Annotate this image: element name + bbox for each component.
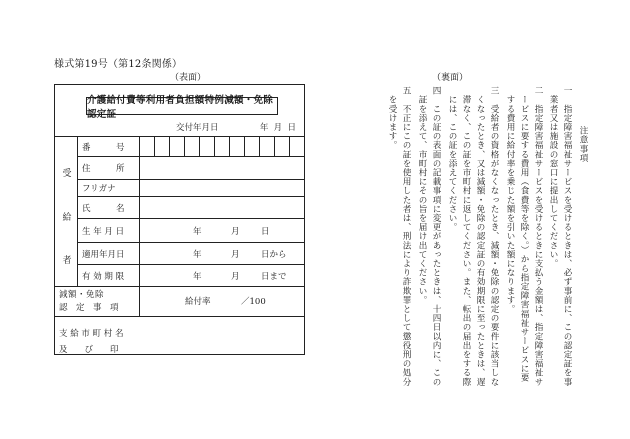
front-certificate [54, 84, 305, 355]
expiry-label: 有 効 期 限 [82, 272, 125, 282]
note-4-line-1: 四 この証の表面の記載事項に変更があったときは、十四日以内に、この [431, 86, 441, 387]
name-label: 氏 名 [82, 204, 125, 214]
benefit-rate-value: ／100 [241, 297, 266, 307]
expiry-year: 年 [193, 272, 202, 282]
note-1-line-2: 業者又は施設の窓口に提出してください。 [548, 95, 558, 269]
municipality-label-line2: 及 び 印 [59, 345, 119, 355]
issue-date [176, 121, 296, 133]
form-number: 様式第19号（第12条関係） [54, 59, 183, 70]
expiry-month: 月 [231, 272, 240, 282]
issue-date-day: 日 [287, 123, 296, 133]
note-5-line-1: 五 不正にこの証を使用した者は、刑法により詐欺罪として懲役刑の処分 [401, 86, 411, 387]
note-4-line-2: 証を添えて、市町村にその旨を届け出てください。 [417, 95, 427, 305]
birthdate-year: 年 [193, 227, 202, 237]
note-2-line-1: 二 指定障害福祉サービスを受けるときに支払う金額は、指定障害福祉サ [533, 86, 543, 387]
notes-heading: 注意事項 [578, 126, 588, 163]
benefit-rate-label: 給付率 [185, 297, 211, 307]
note-5-line-2: を受けます。 [387, 95, 397, 150]
birthdate-label: 生 年 月 日 [82, 227, 125, 237]
applicable-year: 年 [193, 250, 202, 260]
note-2-line-3: する費用に給付率を乗じた額を引いた額になります。 [505, 95, 515, 314]
applicable-day: 日から [261, 250, 287, 260]
note-1-line-1: 一 指定障害福祉サービスを受けるときは、必ず事前に、この認定証を事 [562, 86, 572, 387]
note-3-line-1: 三 受給者の資格がなくなったとき、減額・免除の認定の要件に該当しな [489, 86, 499, 387]
recipient-group-label: 受 給 者 [62, 169, 72, 266]
back-side-label: （裏面） [432, 73, 469, 83]
applicable-date-label: 適用年月日 [82, 250, 125, 260]
expiry-day: 日まで [261, 272, 287, 282]
birthdate-month: 月 [231, 227, 240, 237]
furigana-label: フリガナ [82, 184, 116, 194]
front-side-label: （表面） [170, 73, 207, 83]
back-notes [327, 86, 588, 387]
issue-date-label: 交付年月日 [176, 123, 219, 133]
issue-date-year: 年 [259, 123, 269, 133]
note-3-line-3: 滞なく、この証を市町村に返してください。また、転出の届出をする際 [461, 95, 471, 387]
applicable-month: 月 [231, 250, 240, 260]
municipality-label-line1: 支 給 市 町 村 名 [59, 329, 124, 339]
number-label: 番 号 [82, 143, 125, 153]
note-2-line-2: ービスに要する費用（食費等を除く。）から指定障害福祉サービスに要 [519, 95, 529, 383]
reduction-label-line2: 認 定 事 項 [59, 303, 119, 313]
reduction-label-line1: 減額・免除 [59, 290, 105, 300]
issue-date-month: 月 [273, 123, 283, 133]
note-3-line-2: くなったとき、又は減額・免除の認定証の有効期限に至ったときは、遅 [475, 95, 485, 387]
birthdate-day: 日 [261, 227, 270, 237]
note-3-line-4: には、この証を添えてください。 [447, 95, 457, 232]
certificate-title: 介護給付費等利用者負担額特例減額・免除認定証 [86, 97, 278, 115]
address-label: 住 所 [82, 164, 125, 174]
